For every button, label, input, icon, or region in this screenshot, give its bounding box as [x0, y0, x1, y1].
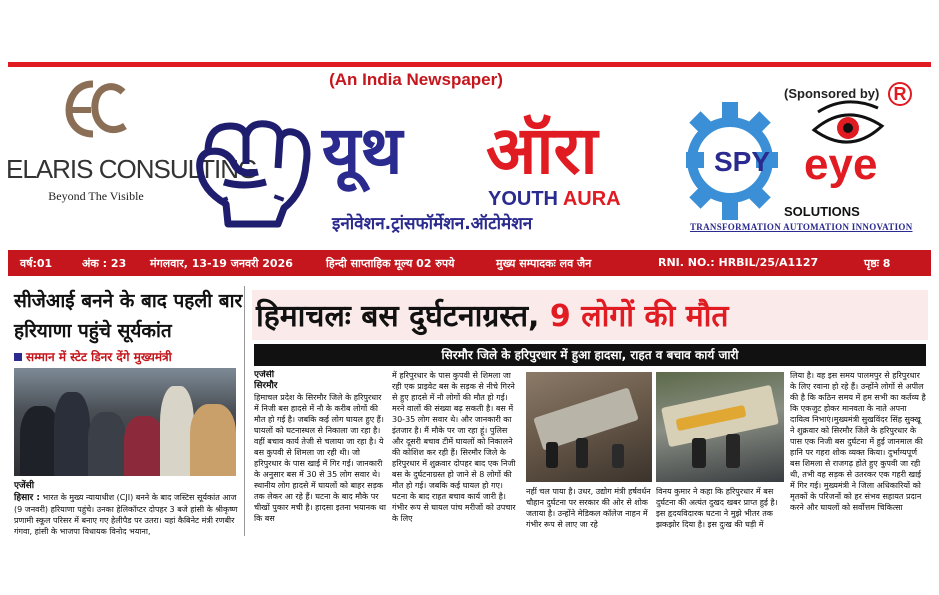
pages-label: पृष्ठः 8: [864, 257, 891, 270]
main-subheadline: सिरमौर जिले के हरिपुरधार में हुआ हादसा, राहत व बचाव कार्य जारी: [254, 344, 926, 366]
left-story-headline: सीजेआई बनने के बाद पहली बार हरियाणा पहुंचे सूर्यकांत: [14, 290, 243, 342]
registered-mark: R: [888, 82, 912, 106]
brand-eye: eye: [804, 140, 878, 189]
main-story-column-3: [526, 486, 652, 542]
main-story-col5-text: लिया है। वह इस समय पालमपुर से हरिपुरधार के लिए रवाना हो रहे हैं। उन्होंने लोगों से अपील की है कि कठिन समय में हम सभी का कर्तव्य है कि एकजुट होकर मानवता के नाते अपना दायित्व निभाएं।मुख्यमंत्री सुखविंदर सिंह सुक्खू ने शुक्रवार को सिरमौर जिले के हरिपुरधार के पास एक निजी बस दुर्घटना में हुई जानमाल की हानि पर गहरा शोक व्यक्त किया। दुर्भाग्यपूर्ण बस शिमला से राजगढ़ होते हुए कुपवी जा रही थी, तभी वह सड़क से उतरकर एक गहरी खाई में गिर गई। मुख्यमंत्री ने जिला अधिकारियों को मृतकों के परिजनों को हर संभव सहायत प्रदान करने और घायलों को सर्वोत्तम चिकित्सा: [790, 371, 926, 512]
elaris-tagline: Beyond The Visible: [48, 189, 144, 203]
elaris-monogram-icon: [61, 70, 131, 150]
main-headline-part2: 9 लोगों की मौत: [549, 299, 729, 334]
main-story-col3-text: नहीं चल पाया है। उधर, उद्योग मंत्री हर्षवर्धन चौहान दुर्घटना पर सरकार की ओर से शोक जताया है। उन्होंने मेडिकल कॉलेज नाहन में गंभीर रूप से लाए जा रहे: [526, 487, 651, 529]
main-story-dateline: सिरमौर: [254, 381, 278, 391]
sponsored-by-label: (Sponsored by): [784, 86, 880, 101]
elaris-name: ELARIS CONSULTING: [6, 154, 258, 184]
issue-label: अंक : 23: [82, 257, 127, 270]
date-label: मंगलवार, 13-19 जनवरी 2026: [150, 257, 293, 270]
brand-tagline: TRANSFORMATION AUTOMATION INNOVATION: [690, 222, 913, 232]
square-bullet-icon: [14, 353, 22, 361]
bus-accident-photo-1: [526, 372, 652, 482]
main-headline-part1: हिमाचलः बस दुर्घटनाग्रस्त,: [256, 299, 540, 334]
main-story-column-4: [656, 486, 782, 542]
rni-label: RNI. NO.: HRBIL/25/A1127: [658, 256, 819, 269]
type-price-label: हिन्दी साप्ताहिक मूल्य 02 रुपये: [326, 257, 455, 270]
main-story-agency: एजेंसी: [254, 370, 275, 380]
year-label: वर्ष:01: [20, 257, 53, 270]
title-hindi-part1: यूथ: [322, 112, 403, 189]
main-story-column-2: [392, 370, 520, 542]
left-story-agency: एजेंसी: [14, 481, 35, 491]
brand-solutions: SOLUTIONS: [784, 204, 860, 219]
main-story-col1-text: हिमाचल प्रदेश के सिरमौर जिले के हरिपुरधार में निजी बस हादसे में नौ के करीब लोगों की मौत हो गई है। जबकि कई लोग घायल हुए हैं। घायलों को घटनास्थल से निकाला जा रहा है। वहीं बचाव कार्य तेजी से चलाया जा रहा है। ये बस कुपवी से शिमला जा रही थी। जो हरिपुरधार के पास खाई में गिर गई। जानकारी के अनुसार बस में 30 से 35 लोग सवार थे। स्थानीय लोग हादसे में घायलों को बाहर सड़क तक लेकर आ रहे हैं। घटना के बाद मौके पर चीखों पुकार मची है। हादसा इतना भयानक था कि बस: [254, 393, 386, 523]
main-story-col2-text: में हरिपुरधार के पास कुपवी से शिमला जा रही एक प्राइवेट बस के सड़क से नीचे गिरने से हुए हादसे में नौ लोगों की मौत हो गई। मरने वालों की संख्या बढ़ सकती है। बस में 30-35 लोग सवार थे। और जानकारी का इंतजार है। मैं मौके पर जा रहा हूं। पुलिस और दूसरी बचाव टीमें घायलों को निकालने की कोशिश कर रही हैं। सिरमौर जिले के हरिपुरधार में शुक्रवार दोपहर बाद एक निजी बस के दुर्घटनाग्रस्त हो जाने से 8 लोगों की मौत हो गई। जबकि कई घायल हो गए। घटना के बाद राहत बचाव कार्य जारी है। गंभीर रूप से घायल पांच मरीजों को उपचार के लिए: [392, 371, 516, 523]
left-story-dateline: हिसार :: [14, 493, 40, 503]
title-english: [488, 188, 621, 211]
newspaper-tagline: (An India Newspaper): [329, 70, 503, 89]
main-headline: [256, 294, 729, 335]
issue-info-bar: [8, 250, 931, 276]
bus-accident-photo-2: [656, 372, 784, 482]
elaris-consulting-logo: [6, 70, 258, 245]
main-story-col4-text: विनय कुमार ने कहा कि हरिपुरधार में बस दुर्घटना की अत्यंत दुखद खबर प्राप्त हुई है। इस हृदयविदारक घटना ने मुझे भीतर तक झकझोर दिया है। इस दुःख की घड़ी में: [656, 487, 778, 529]
title-hindi-part2: ऑरा: [486, 112, 598, 189]
left-story-text: भारत के मुख्य न्यायाधीश (CJI) बनने के बाद जस्टिस सूर्यकांत आज (9 जनवरी) हरियाणा पहुंचे। उनका हेलिकॉप्टर दोपहर 3 बजे हांसी के श्रीकृष्ण प्रणामी स्कूल परिसर में बनाए गए हेलीपैड पर उतरा। यहां कैबिनेट मंत्री रणबीर गंगवा, हांसी के भाजपा विधायक विनोद भयाना,: [14, 493, 238, 536]
left-story-subhead: [14, 348, 244, 365]
left-story: [14, 286, 244, 365]
title-english-part2: AURA: [562, 188, 621, 210]
column-divider: [244, 286, 245, 536]
left-story-subhead-text: सम्मान में स्टेट डिनर देंगे मुख्यमंत्री: [26, 350, 172, 364]
top-red-rule: [8, 62, 931, 67]
brand-spy: SPY: [714, 146, 771, 177]
editor-label: मुख्य सम्पादकः लव जैन: [496, 257, 592, 270]
title-english-part1: YOUTH: [488, 188, 558, 210]
main-story-column-5: [790, 370, 926, 542]
newspaper-motto: इनोवेशन.ट्रांसफॉर्मेशन.ऑटोमेशन: [332, 214, 533, 234]
left-story-body: [14, 480, 242, 537]
spyeye-logo: [686, 86, 916, 236]
raised-fist-icon: [188, 112, 318, 232]
left-story-photo: [14, 368, 236, 476]
main-story-column-1: [254, 370, 387, 542]
